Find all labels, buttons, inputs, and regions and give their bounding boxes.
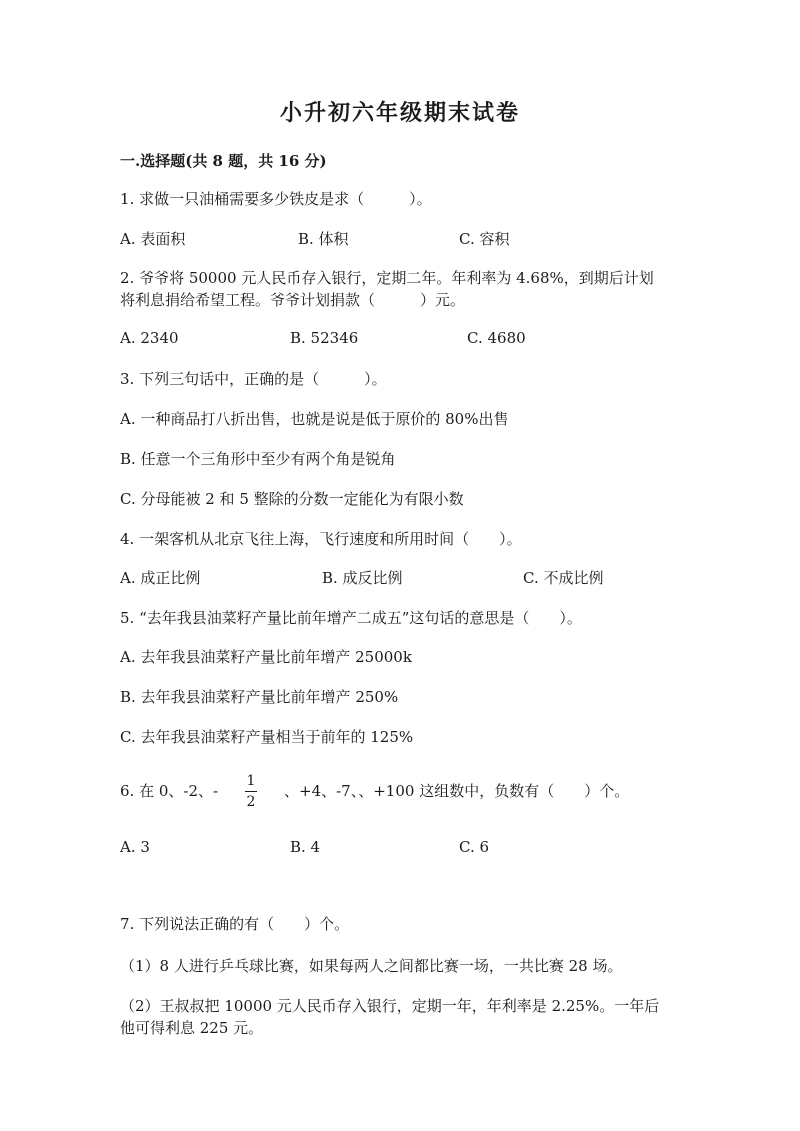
question-6-option-b[interactable]: B. 4 — [290, 838, 321, 856]
question-4-option-a[interactable]: A. 成正比例 — [120, 569, 201, 587]
question-3-option-b[interactable]: B. 任意一个三角形中至少有两个角是锐角 — [120, 450, 396, 468]
question-1-option-b[interactable]: B. 体积 — [298, 230, 349, 248]
question-3-option-a[interactable]: A. 一种商品打八折出售，也就是说是低于原价的 80%出售 — [120, 410, 509, 428]
question-7-stem: 7. 下列说法正确的有（ ）个。 — [120, 915, 350, 933]
fraction-numerator: 1 — [246, 773, 256, 789]
question-7-statement-2-line-2: 他可得利息 225 元。 — [120, 1019, 264, 1037]
question-5-option-c[interactable]: C. 去年我县油菜籽产量相当于前年的 125% — [120, 728, 414, 746]
question-2-stem-line-1: 2. 爷爷将 50000 元人民币存入银行，定期二年。年利率为 4.68%，到期后计划 — [120, 269, 654, 287]
question-5-option-a[interactable]: A. 去年我县油菜籽产量比前年增产 25000k — [120, 648, 412, 666]
question-1-option-c[interactable]: C. 容积 — [459, 230, 510, 248]
fraction-bar — [245, 791, 257, 792]
question-6-stem-before: 6. 在 0、-2、- — [120, 782, 219, 800]
question-4-option-b[interactable]: B. 成反比例 — [322, 569, 403, 587]
question-6-option-c[interactable]: C. 6 — [459, 838, 490, 856]
question-5-stem: 5. “去年我县油菜籽产量比前年增产二成五”这句话的意思是（ ）。 — [120, 609, 582, 627]
question-2-stem-line-2: 将利息捐给希望工程。爷爷计划捐款（ ）元。 — [120, 291, 466, 309]
question-2-option-b[interactable]: B. 52346 — [290, 329, 359, 347]
question-3-option-c[interactable]: C. 分母能被 2 和 5 整除的分数一定能化为有限小数 — [120, 490, 464, 508]
question-5-option-b[interactable]: B. 去年我县油菜籽产量比前年增产 250% — [120, 688, 399, 706]
question-6-option-a[interactable]: A. 3 — [120, 838, 150, 856]
question-2-option-a[interactable]: A. 2340 — [120, 329, 179, 347]
question-7-statement-2-line-1: （2）王叔叔把 10000 元人民币存入银行，定期一年，年利率是 2.25%。一年后 — [120, 997, 660, 1015]
question-7-statement-1: （1）8 人进行乒乓球比赛，如果每两人之间都比赛一场，一共比赛 28 场。 — [120, 957, 623, 975]
fraction-one-half — [238, 772, 264, 811]
question-1-option-a[interactable]: A. 表面积 — [120, 230, 186, 248]
question-6-stem-after: 、+4、-7、、+100 这组数中，负数有（ ）个。 — [284, 782, 630, 800]
question-2-option-c[interactable]: C. 4680 — [467, 329, 526, 347]
page-title: 小升初六年级期末试卷 — [279, 100, 520, 126]
question-3-stem: 3. 下列三句话中，正确的是（ ）。 — [120, 370, 387, 388]
section-heading: 一.选择题(共 8 题，共 16 分) — [120, 152, 327, 170]
question-4-stem: 4. 一架客机从北京飞往上海，飞行速度和所用时间（ ）。 — [120, 530, 522, 548]
question-4-option-c[interactable]: C. 不成比例 — [523, 569, 604, 587]
question-1-stem: 1. 求做一只油桶需要多少铁皮是求（ ）。 — [120, 190, 432, 208]
fraction-denominator: 2 — [246, 794, 256, 810]
